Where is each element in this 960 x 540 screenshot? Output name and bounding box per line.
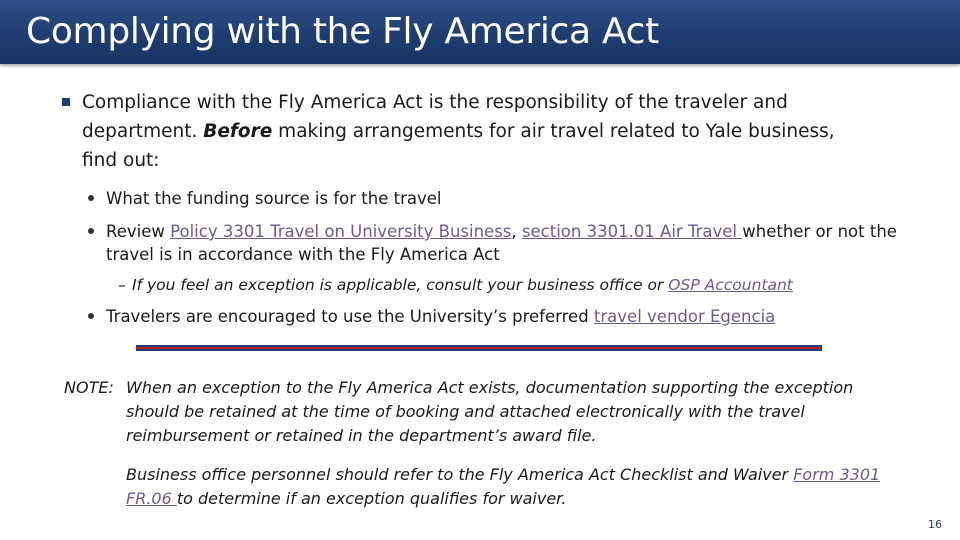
square-bullet-icon — [62, 98, 70, 106]
note2-prefix: Business office personnel should refer to the Fly America Act Checklist and Waiver — [126, 465, 794, 484]
sub-bullet-travelers — [88, 305, 898, 328]
divider-line — [136, 345, 822, 351]
osp-accountant-link[interactable]: OSP Accountant — [668, 276, 793, 294]
review-prefix: Review — [106, 222, 171, 241]
sub-bullet-review-text — [106, 220, 898, 266]
exception-text — [132, 274, 878, 296]
main-bullet-text-part1: Compliance with the Fly America Act is the responsibility of the traveler and department. — [82, 92, 788, 142]
main-bullet-text — [82, 88, 852, 175]
dash-bullet-icon: – — [118, 276, 126, 294]
form-3301-fr06-link[interactable]: Form 3301 FR.06 — [126, 465, 881, 508]
policy-3301-link[interactable]: Policy 3301 Travel on University Business — [170, 222, 512, 241]
review-suffix: whether or not the travel is in accordance with the Fly America Act — [106, 222, 897, 264]
egencia-link[interactable]: travel vendor Egencia — [593, 307, 776, 326]
section-3301-01-link[interactable]: section 3301.01 Air Travel — [521, 222, 743, 241]
note-block-2 — [126, 463, 896, 511]
round-bullet-icon — [88, 195, 94, 201]
review-separator: , — [511, 222, 522, 241]
slide-title: Complying with the Fly America Act — [26, 11, 659, 52]
note-body: When an exception to the Fly America Act exists, documentation supporting the exception should be retained at the time of booking and attached electronically with the travel reimbursement or retained in the department’s award file. — [126, 378, 854, 445]
note-block — [64, 376, 904, 448]
note2-suffix: to determine if an exception qualifies for waiver. — [176, 489, 567, 508]
note-label: NOTE: — [64, 378, 114, 397]
sub-bullet-funding — [88, 187, 898, 210]
travelers-text — [106, 305, 898, 328]
page-number: 16 — [928, 518, 942, 531]
round-bullet-icon — [88, 228, 94, 234]
travelers-text-body: Travelers are encouraged to use the University’s preferred — [106, 307, 594, 326]
round-bullet-icon — [88, 313, 94, 319]
sub-sub-bullet-exception — [118, 274, 878, 296]
before-emphasis: Before — [203, 121, 273, 142]
sub-bullet-review — [88, 220, 898, 266]
main-bullet-text-part2: making arrangements for air travel related to Yale business, find out: — [82, 121, 835, 171]
sub-bullet-funding-text: What the funding source is for the travel — [106, 189, 442, 208]
exception-text-body: If you feel an exception is applicable, consult your business office or — [132, 276, 669, 294]
main-bullet — [62, 88, 852, 175]
